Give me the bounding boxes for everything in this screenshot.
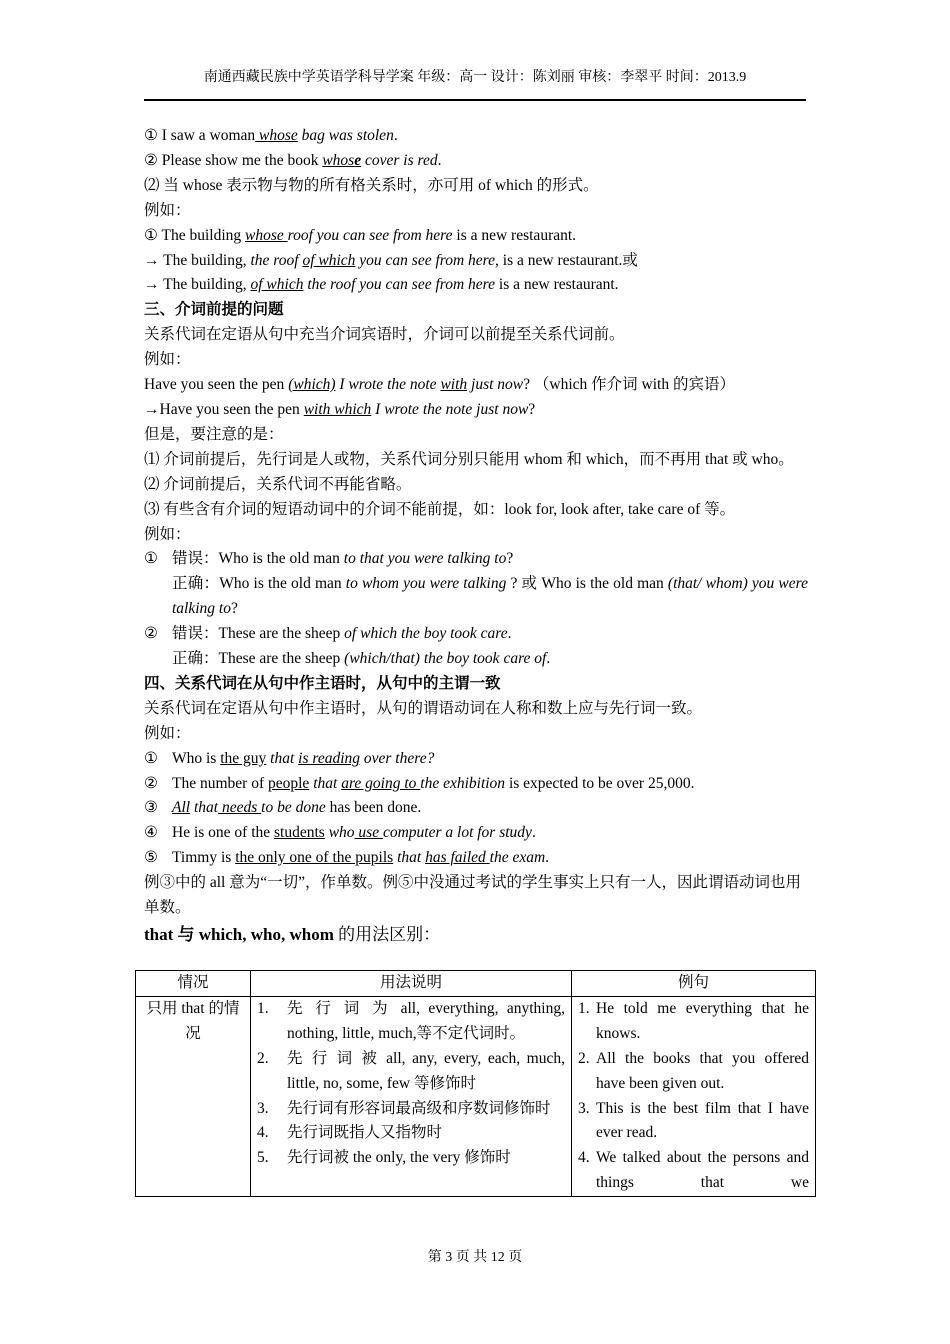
- rule-text: ⑵ 介词前提后，关系代词不再能省略。: [144, 475, 412, 493]
- example-label: 例如：: [144, 201, 191, 219]
- usage-cell: [251, 996, 572, 1196]
- example-line: 正确：These are the sheep (which/that) the boy took care of.: [172, 650, 551, 668]
- example-line: → The building, the roof of which you can see from here, is a new restaurant.或: [144, 251, 638, 269]
- section-heading-4: 四、关系代词在从句中作主语时，从句中的主谓一致: [144, 674, 501, 692]
- example-line: 正确：Who is the old man to whom you were talking ? 或 Who is the old man (that/ whom) you were talking to?: [172, 575, 808, 618]
- example-label: 例如：: [144, 724, 191, 742]
- list-item: 2. All the books that you offered have been given out.: [578, 1049, 809, 1092]
- example-line: ② Please show me the book whose cover is red.: [144, 151, 442, 169]
- rule-text: ⑵ 当 whose 表示物与物的所有格关系时，亦可用 of which 的形式。: [144, 176, 599, 194]
- example-line: →Have you seen the pen with which I wrote the note just now?: [144, 400, 536, 418]
- list-item: 1. He told me everything that he knows.: [578, 999, 809, 1042]
- page-footer: 第 3 页 共 12 页: [427, 1250, 523, 1265]
- example-line: ② The number of people that are going to the exhibition is expected to be over 25,000.: [144, 774, 695, 792]
- list-item: 4. 先行词既指人又指物时: [257, 1124, 443, 1142]
- list-item: 1. 先 行 词 为 all, everything, anything, nothing, little, much,等不定代词时。: [257, 999, 565, 1042]
- example-line: ② 错误：These are the sheep of which the boy took care.: [144, 625, 512, 643]
- usage-table: [135, 970, 816, 1197]
- header-divider: [144, 99, 806, 101]
- example-line: ③ All that needs to be done has been done.: [144, 799, 422, 817]
- example-line: → The building, of which the roof you can see from here is a new restaurant.: [144, 276, 619, 294]
- table-header: 用法说明: [251, 971, 572, 997]
- list-item: 4. We talked about the persons and things that we: [578, 1149, 809, 1192]
- list-item: 5. 先行词被 the only, the very 修饰时: [257, 1149, 511, 1167]
- list-item: 3. This is the best film that I have ever read.: [578, 1099, 809, 1142]
- section-heading-3: 三、介词前提的问题: [144, 301, 284, 319]
- example-line: ① 错误：Who is the old man to that you were talking to?: [144, 550, 514, 568]
- example-line: ① The building whose roof you can see from here is a new restaurant.: [144, 226, 577, 244]
- table-header: 例句: [572, 971, 816, 997]
- document-body: [144, 124, 808, 948]
- rule-text: ⑶ 有些含有介词的短语动词中的介词不能前提，如：look for, look after, take care of 等。: [144, 500, 736, 518]
- example-line: Have you seen the pen (which) I wrote the note with just now? （which 作介词 with 的宾语）: [144, 376, 735, 394]
- example-line: ④ He is one of the students who use computer a lot for study.: [144, 824, 536, 842]
- example-label: 例如：: [144, 351, 191, 369]
- example-label: 例如：: [144, 525, 191, 543]
- table-header-row: [136, 971, 816, 997]
- rule-text: 但是，要注意的是：: [144, 425, 284, 443]
- example-line: ⑤ Timmy is the only one of the pupils that has failed the exam.: [144, 849, 550, 867]
- rule-text: ⑴ 介词前提后，先行词是人或物，关系代词分别只能用 whom 和 which，而不再用 that 或 who。: [144, 450, 794, 468]
- table-header: 情况: [136, 971, 251, 997]
- table-row: [136, 996, 816, 1196]
- list-item: 3. 先行词有形容词最高级和序数词修饰时: [257, 1099, 551, 1117]
- list-item: 2. 先 行 词 被 all, any, every, each, much, little, no, some, few 等修饰时: [257, 1049, 565, 1092]
- rule-text: 关系代词在定语从句中充当介词宾语时，介词可以前提至关系代词前。: [144, 326, 625, 344]
- page-header: 南通西藏民族中学英语学科导学案 年级：高一 设计：陈刘丽 审核：李翠平 时间：2013.9: [203, 70, 747, 85]
- example-line: ① Who is the guy that is reading over there?: [144, 749, 435, 767]
- example-cell: [572, 996, 816, 1196]
- rule-text: 关系代词在定语从句中作主语时，从句的谓语动词在人称和数上应与先行词一致。: [144, 699, 703, 717]
- case-cell: 只用 that 的情况: [136, 996, 251, 1196]
- rule-text: 例③中的 all 意为“一切”，作单数。例⑤中没通过考试的学生事实上只有一人，因此谓语动词也用单数。: [144, 874, 802, 917]
- example-line: ① I saw a woman whose bag was stolen.: [144, 127, 398, 144]
- table-title: that 与 which, who, whom 的用法区别：: [144, 925, 441, 944]
